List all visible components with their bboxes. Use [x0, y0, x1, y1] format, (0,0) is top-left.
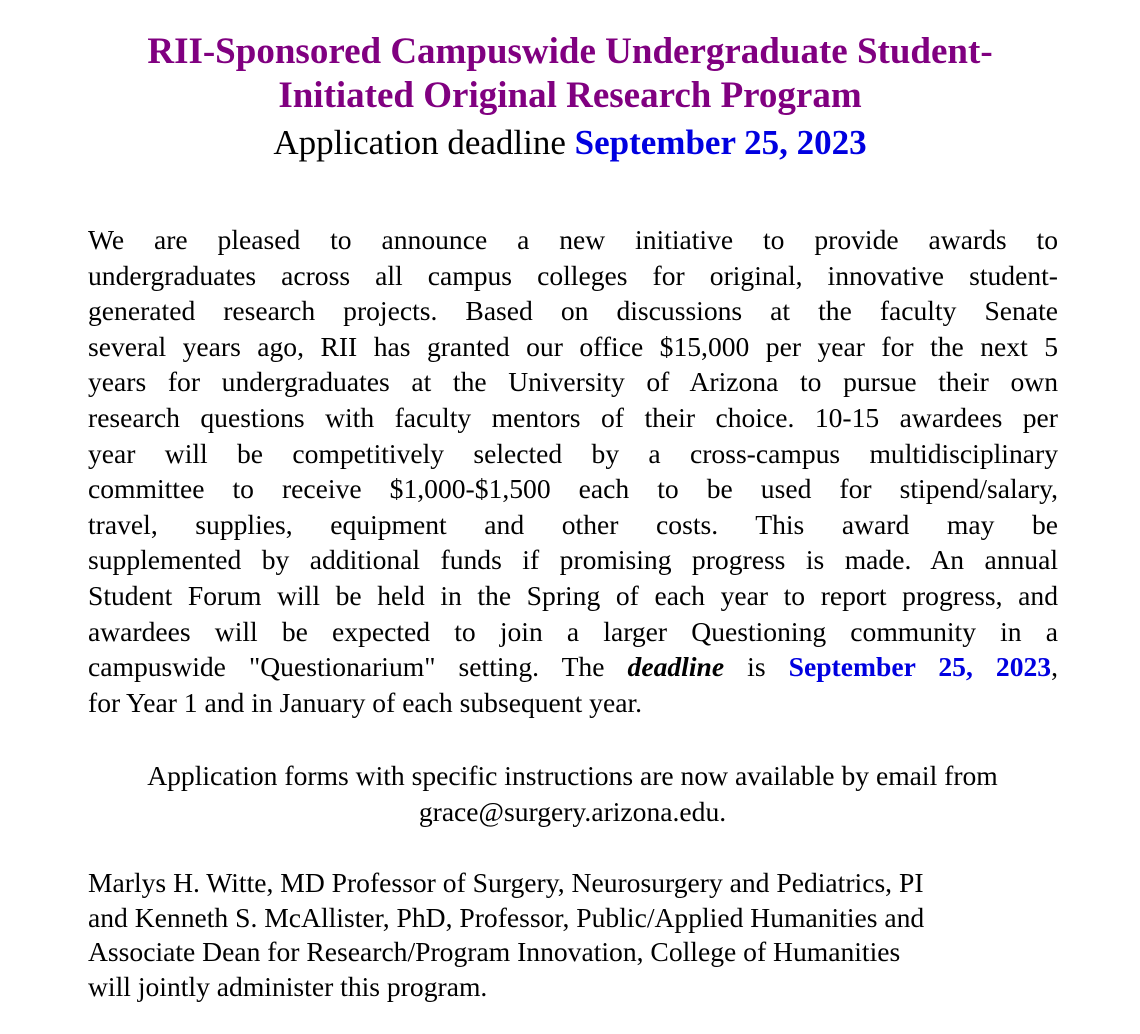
contact-email: grace@surgery.arizona.edu.: [418, 796, 727, 827]
body-line: research questions with faculty mentors of their choice. 10-15 awardees per: [88, 401, 1058, 433]
application-deadline: [60, 122, 1080, 164]
forms-line: Application forms with specific instructions are now available by email from: [147, 760, 998, 791]
title-line-2: Initiated Original Research Program: [278, 75, 862, 116]
body-line: committee to receive $1,000-$1,500 each to be used for stipend/salary,: [88, 473, 1058, 505]
deadline-date: September 25, 2023: [574, 123, 867, 162]
body-line: years for undergraduates at the University of Arizona to pursue their own: [88, 366, 1058, 398]
body-line: travel, supplies, equipment and other costs. This award may be: [88, 508, 1058, 540]
body-deadline-date: September 25, 2023: [788, 651, 1052, 683]
admin-line: Marlys H. Witte, MD Professor of Surgery, Neurosurgery and Pediatrics, PI: [88, 867, 924, 898]
title-line-1: RII-Sponsored Campuswide Undergraduate Student-: [147, 31, 993, 72]
body-line-deadline: [88, 649, 1058, 685]
body-line: year will be competitively selected by a cross-campus multidisciplinary: [88, 437, 1058, 469]
body-line-13-suffix: ,: [1051, 651, 1058, 683]
admin-line: will jointly administer this program.: [88, 970, 488, 1002]
deadline-prefix: Application deadline: [273, 123, 575, 162]
announcement-paragraph: [88, 222, 1058, 720]
body-line: We are pleased to announce a new initiative to provide awards to: [88, 224, 1058, 255]
body-line-13-prefix: campuswide "Questionarium" setting. The: [88, 651, 628, 683]
program-title: [60, 30, 1080, 118]
body-line-13-is: is: [724, 651, 789, 683]
body-line-final: for Year 1 and in January of each subsequent year.: [88, 686, 643, 718]
body-line: undergraduates across all campus colleges for original, innovative student-: [88, 259, 1058, 291]
administrators-paragraph: [88, 866, 1088, 1004]
body-line: awardees will be expected to join a larger Questioning community in a: [88, 615, 1058, 647]
body-line: generated research projects. Based on discussions at the faculty Senate: [88, 295, 1058, 327]
body-line: supplemented by additional funds if promising progress is made. An annual: [88, 544, 1058, 576]
body-line: Student Forum will be held in the Spring of each year to report progress, and: [88, 579, 1058, 611]
admin-line: Associate Dean for Research/Program Innovation, College of Humanities: [88, 936, 901, 967]
admin-line: and Kenneth S. McAllister, PhD, Professor, Public/Applied Humanities and: [88, 901, 925, 933]
deadline-emphasis: deadline: [627, 651, 725, 683]
application-forms-notice: [60, 758, 1085, 830]
body-line: several years ago, RII has granted our office $15,000 per year for the next 5: [88, 330, 1058, 362]
